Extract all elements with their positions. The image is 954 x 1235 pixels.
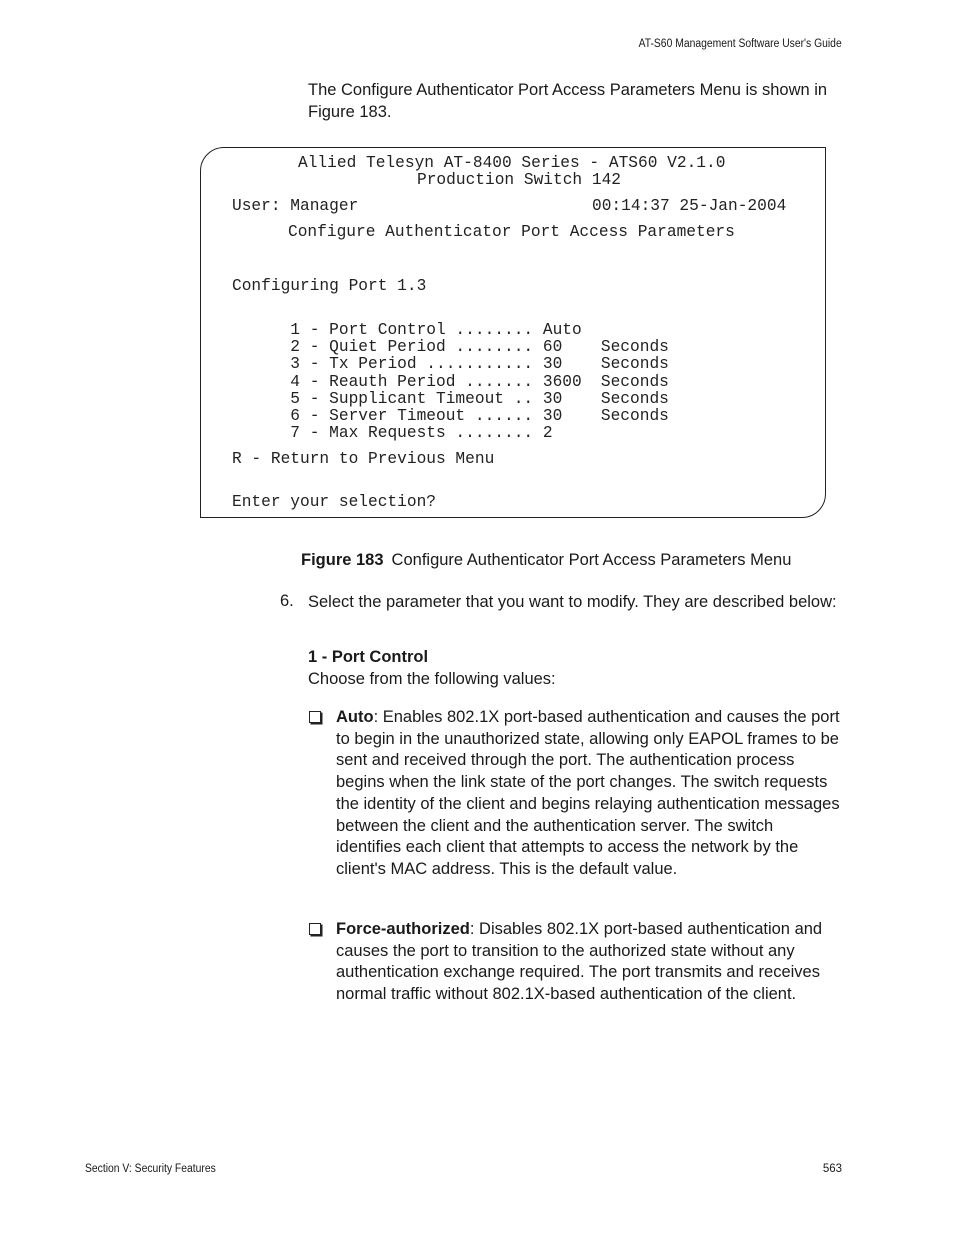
option-value: 30 [542, 407, 563, 425]
figure-title: Configure Authenticator Port Access Parameters Menu [391, 551, 792, 569]
option-value: Auto [542, 321, 582, 339]
option-unit: Seconds [600, 407, 669, 425]
option-label: 7 - Max Requests ........ [290, 424, 534, 443]
section-intro: Choose from the following values: [308, 670, 556, 688]
checkbox-bullet-icon [309, 711, 321, 723]
bullet-description: : Disables 802.1X port-based authentication and causes the port to transition to the authorized state without any authentication exchange required. The port transmits and receives normal traffic without 802.1X-based authentication of the client. [336, 920, 823, 1004]
option-value: 60 [542, 338, 563, 357]
terminal-prompt[interactable]: Enter your selection? [232, 493, 436, 511]
terminal-subtitle: Production Switch 142 [417, 171, 621, 189]
bullet-term: Force-authorized [336, 920, 470, 938]
intro-paragraph: The Configure Authenticator Port Access Parameters Menu is shown in Figure 183. [308, 81, 828, 121]
section-heading: 1 - Port Control [308, 648, 429, 666]
footer-section: Section V: Security Features [85, 1163, 216, 1175]
page-number: 563 [822, 1163, 842, 1175]
option-unit: Seconds [600, 355, 669, 374]
option-unit: Seconds [600, 372, 669, 391]
option-value: 30 [542, 389, 563, 408]
step-text: Select the parameter that you want to modify. They are described below: [308, 593, 837, 611]
option-value: 3600 [542, 372, 582, 391]
bullet-term: Auto [336, 708, 374, 726]
menu-option-return[interactable]: R - Return to Previous Menu [232, 450, 495, 468]
option-label: 5 - Supplicant Timeout .. [290, 389, 534, 408]
terminal-title: Allied Telesyn AT-8400 Series - ATS60 V2.1.0 [298, 154, 726, 172]
option-label: 1 - Port Control ........ [290, 321, 534, 339]
option-label: 4 - Reauth Period ....... [290, 372, 534, 391]
checkbox-bullet-icon [309, 923, 321, 935]
terminal-datetime: 00:14:37 25-Jan-2004 [592, 197, 787, 215]
option-label: 3 - Tx Period ........... [290, 355, 534, 374]
option-label: 6 - Server Timeout ...... [290, 407, 534, 425]
bullet-force-authorized [336, 919, 842, 1006]
figure-caption [301, 551, 791, 570]
terminal-configuring-port: Configuring Port 1.3 [232, 277, 427, 295]
option-unit: Seconds [600, 389, 669, 408]
terminal-screen [200, 147, 826, 518]
figure-number: Figure 183 [301, 551, 384, 569]
running-header: AT-S60 Management Software User's Guide [638, 38, 842, 50]
bullet-description: : Enables 802.1X port-based authentication and causes the port to begin in the unauthorized state, allowing only EAPOL frames to be sent and received through the port. The authentication process begins when the link state of the port changes. The switch requests the identity of the client and begins relaying authentication messages between the client and the authentication server. The switch identifies each client that attempts to access the network by the client's MAC address. This is the default value. [336, 708, 840, 878]
bullet-auto [336, 707, 842, 881]
option-unit: Seconds [600, 338, 669, 357]
terminal-user: User: Manager [232, 197, 359, 215]
option-value: 30 [542, 355, 563, 374]
option-value: 2 [542, 424, 553, 443]
step-number: 6. [280, 592, 294, 610]
option-label: 2 - Quiet Period ........ [290, 338, 534, 357]
terminal-menu-title: Configure Authenticator Port Access Parameters [288, 223, 735, 241]
